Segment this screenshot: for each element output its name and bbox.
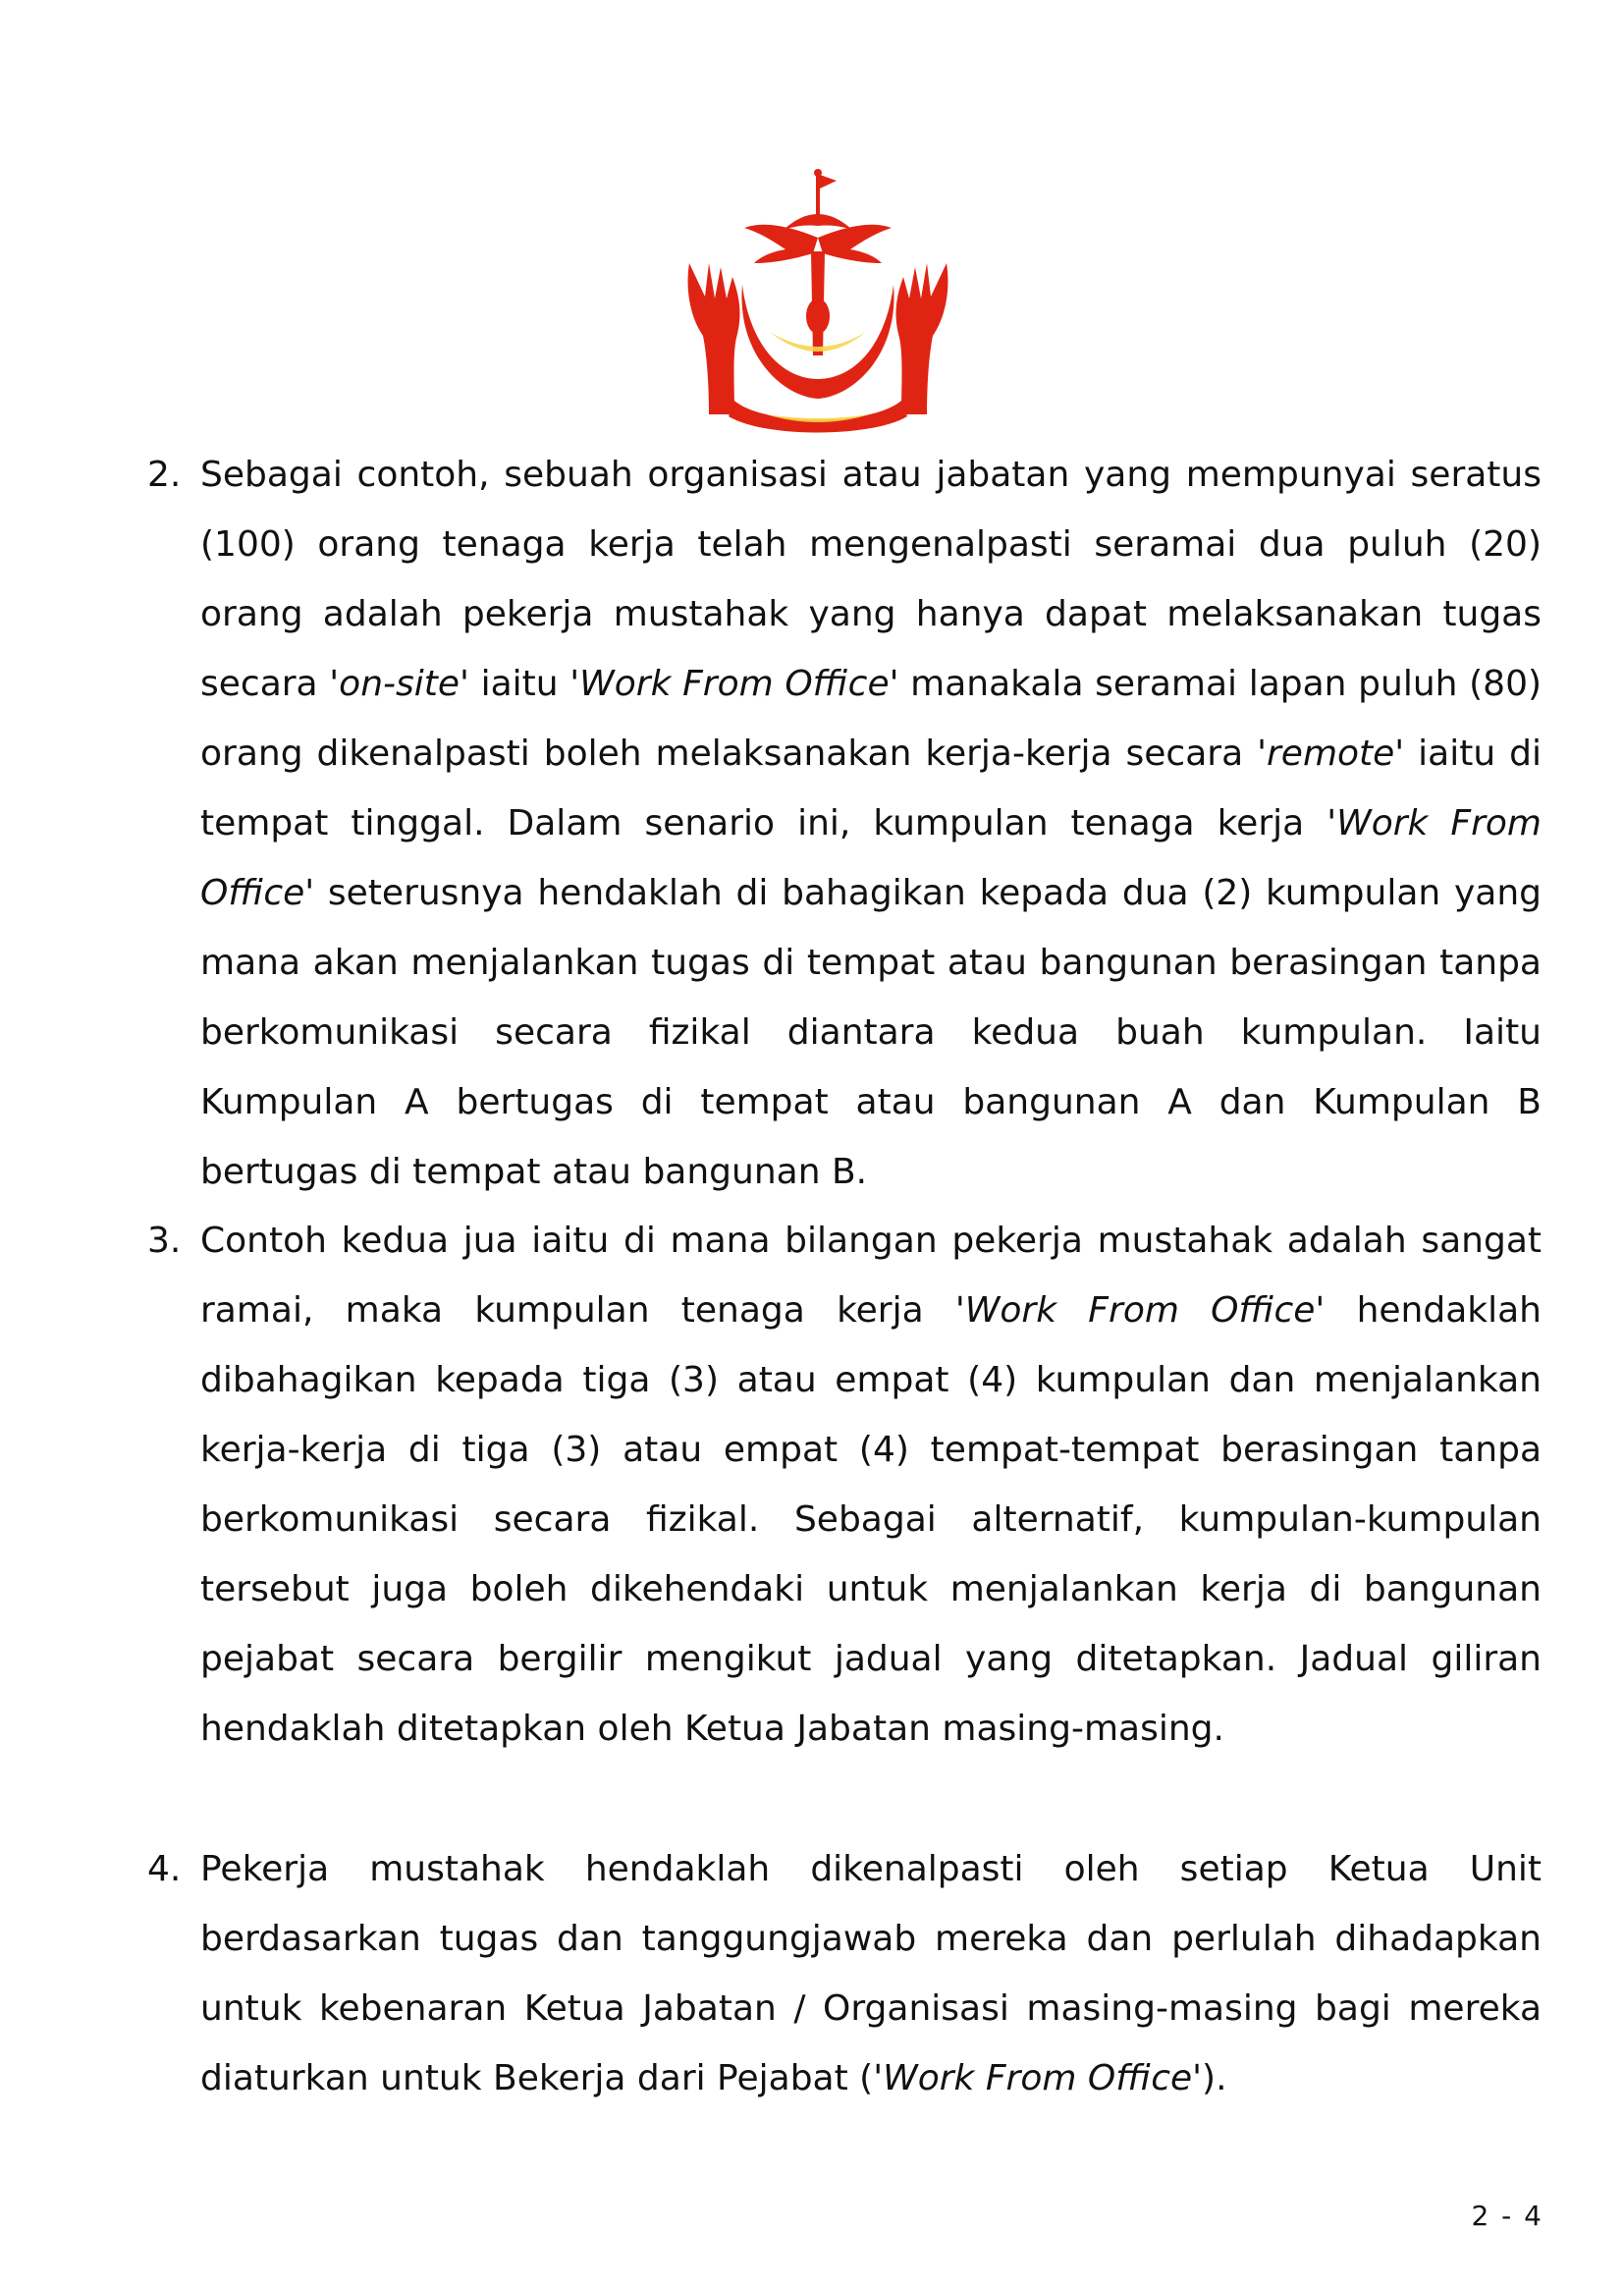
text-segment-italic: 'on-site': [329, 664, 469, 704]
text-segment: seterusnya hendaklah di bahagikan kepada dua (2) kumpulan yang mana akan menjalankan tugas di tempat atau bangunan berasingan tanpa berkomunikasi secara fizikal diantara kedua buah kumpulan. Iaitu Kumpulan A bertugas di tempat atau bangunan A dan Kumpulan B bertugas di tempat atau bangunan B.: [200, 873, 1542, 1192]
text-segment-italic: 'Work From Office': [954, 1290, 1326, 1331]
text-segment: iaitu di tempat tinggal. Dalam senario ini, kumpulan tenaga kerja: [200, 734, 1542, 843]
item-number: 4.: [147, 1849, 182, 1889]
text-segment: Contoh kedua jua iaitu di mana bilangan pekerja mustahak adalah sangat ramai, maka kumpulan tenaga kerja: [200, 1221, 1542, 1331]
page-number: 2 - 4: [1471, 2200, 1543, 2232]
item-number: 2.: [147, 455, 182, 495]
item-text: [200, 1206, 1542, 1764]
text-segment: manakala seramai lapan puluh (80) orang dikenalpasti boleh melaksanakan kerja-kerja secara: [200, 664, 1543, 774]
list-item: [147, 1206, 1542, 1764]
text-segment: Sebagai contoh, sebuah organisasi atau jabatan yang mempunyai seratus (100) orang tenaga kerja telah mengenalpasti seramai dua puluh (20) orang adalah pekerja mustahak yang hanya dapat melaksanakan tugas secara: [200, 455, 1542, 704]
text-segment-italic: 'Work From Office': [873, 2058, 1203, 2098]
item-number: 3.: [147, 1221, 182, 1261]
text-segment: Pekerja mustahak hendaklah dikenalpasti oleh setiap Ketua Unit berdasarkan tugas dan tanggungjawab mereka dan perlulah dihadapkan untuk kebenaran Ketua Jabatan / Organisasi masing-masing bagi mereka diaturkan untuk Bekerja dari Pejabat (: [200, 1849, 1542, 2098]
brunei-crest-icon: [676, 169, 960, 434]
list-item: [147, 1834, 1542, 2113]
list-item: [147, 440, 1542, 1207]
text-segment: ).: [1202, 2058, 1227, 2098]
text-segment-italic: 'Work From Office': [200, 803, 1543, 913]
text-segment-italic: 'Work From Office': [569, 664, 899, 704]
item-text: [200, 440, 1542, 1207]
text-segment: iaitu: [468, 664, 570, 704]
crest-graphic: [676, 169, 960, 434]
text-segment-italic: 'remote': [1257, 734, 1405, 774]
text-segment: hendaklah dibahagikan kepada tiga (3) atau empat (4) kumpulan dan menjalankan kerja-kerja di tiga (3) atau empat (4) tempat-tempat berasingan tanpa berkomunikasi secara fizikal. Sebagai alternatif, kumpulan-kumpulan tersebut juga boleh dikehendaki untuk menjalankan kerja di bangunan pejabat secara bergilir mengikut jadual yang ditetapkan. Jadual giliran hendaklah ditetapkan oleh Ketua Jabatan masing-masing.: [200, 1290, 1542, 1749]
item-text: [200, 1834, 1542, 2113]
